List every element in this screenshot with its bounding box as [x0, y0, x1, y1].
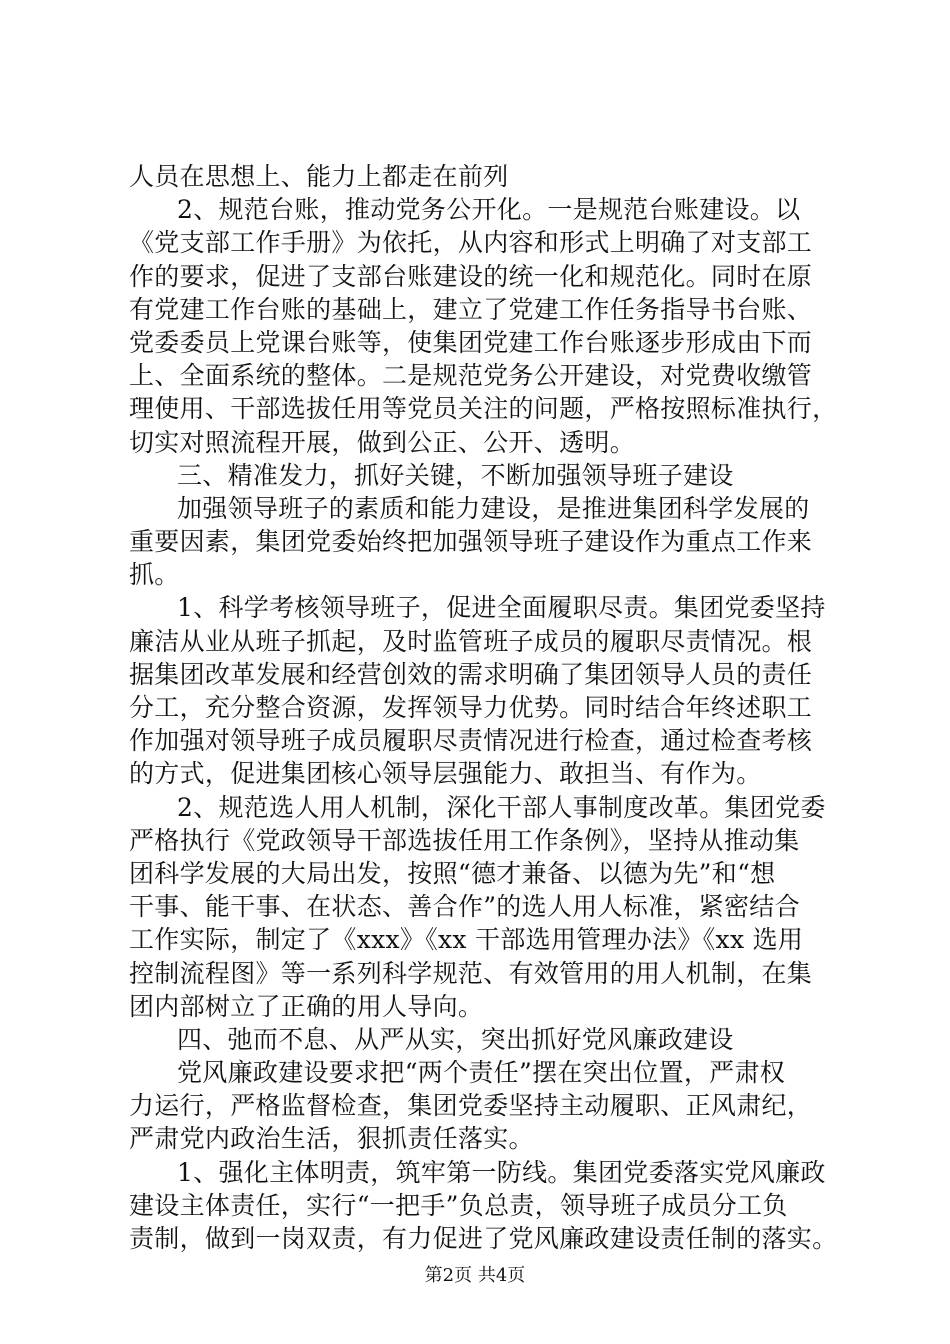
text-line: 作加强对领导班子成员履职尽责情况进行检查，通过检查考核 [129, 726, 813, 756]
text-line: 党风廉政建设要求把“两个责任”摆在突出位置，严肃权 [177, 1058, 786, 1088]
text-line: 团科学发展的大局出发，按照“德才兼备、以德为先”和“想 [129, 858, 776, 888]
text-line: 党委委员上党课台账等，使集团党建工作台账逐步形成由下而 [129, 327, 813, 357]
text-line: 严格执行《党政领导干部选拔任用工作条例》，坚持从推动集 [129, 825, 800, 855]
text-line: 《党支部工作手册》为依托，从内容和形式上明确了对支部工 [129, 228, 813, 258]
text-line: 上、全面系统的整体。二是规范党务公开建设，对党费收缴管 [129, 361, 813, 391]
text-line: 人员在思想上、能力上都走在前列 [129, 162, 509, 191]
text-line: 有党建工作台账的基础上，建立了党建工作任务指导书台账、 [129, 294, 813, 324]
text-line: 2、规范台账，推动党务公开化。一是规范台账建设。以 [177, 195, 801, 225]
text-line: 控制流程图》等一系列科学规范、有效管用的用人机制，在集 [129, 958, 813, 988]
section-heading: 四、弛而不息、从严从实，突出抓好党风廉政建设 [177, 1024, 734, 1054]
text-line: 建设主体责任，实行“一把手”负总责，领导班子成员分工负 [129, 1190, 788, 1220]
section-heading: 三、精准发力，抓好关键，不断加强领导班子建设 [177, 460, 734, 490]
text-line: 重要因素，集团党委始终把加强领导班子建设作为重点工作来 [129, 527, 813, 557]
page-footer: 第2页 共4页 [424, 1265, 526, 1286]
text-line: 力运行，严格监督检查，集团党委坚持主动履职、正风肃纪， [129, 1091, 813, 1121]
text-line: 理使用、干部选拔任用等党员关注的问题，严格按照标准执行， [129, 394, 838, 424]
text-line: 责制，做到一岗双责，有力促进了党风廉政建设责任制的落实。 [129, 1224, 838, 1253]
text-line: 1、强化主体明责，筑牢第一防线。集团党委落实党风廉政 [177, 1157, 826, 1187]
text-line: 1、科学考核领导班子，促进全面履职尽责。集团党委坚持 [177, 593, 826, 623]
text-line: 抓。 [129, 560, 180, 590]
text-line: 工作实际，制定了《xxx》《xx 干部选用管理办法》《xx 选用 [129, 925, 804, 955]
text-line: 加强领导班子的素质和能力建设，是推进集团科学发展的 [177, 493, 810, 523]
text-line: 2、规范选人用人机制，深化干部人事制度改革。集团党委 [177, 792, 826, 822]
text-line: 团内部树立了正确的用人导向。 [129, 991, 484, 1021]
document-body [129, 160, 841, 1255]
text-line: 分工，充分整合资源，发挥领导力优势。同时结合年终述职工 [129, 693, 813, 722]
text-line: 干事、能干事、在状态、善合作”的选人用人标准，紧密结合 [129, 892, 800, 922]
text-line: 据集团改革发展和经营创效的需求明确了集团领导人员的责任 [129, 659, 813, 689]
text-line: 的方式，促进集团核心领导层强能力、敢担当、有作为。 [129, 759, 762, 789]
text-line: 作的要求，促进了支部台账建设的统一化和规范化。同时在原 [129, 261, 813, 291]
text-line: 廉洁从业从班子抓起，及时监管班子成员的履职尽责情况。根 [129, 626, 813, 656]
text-line: 切实对照流程开展，做到公正、公开、透明。 [129, 427, 636, 457]
text-line: 严肃党内政治生活，狠抓责任落实。 [129, 1124, 534, 1154]
